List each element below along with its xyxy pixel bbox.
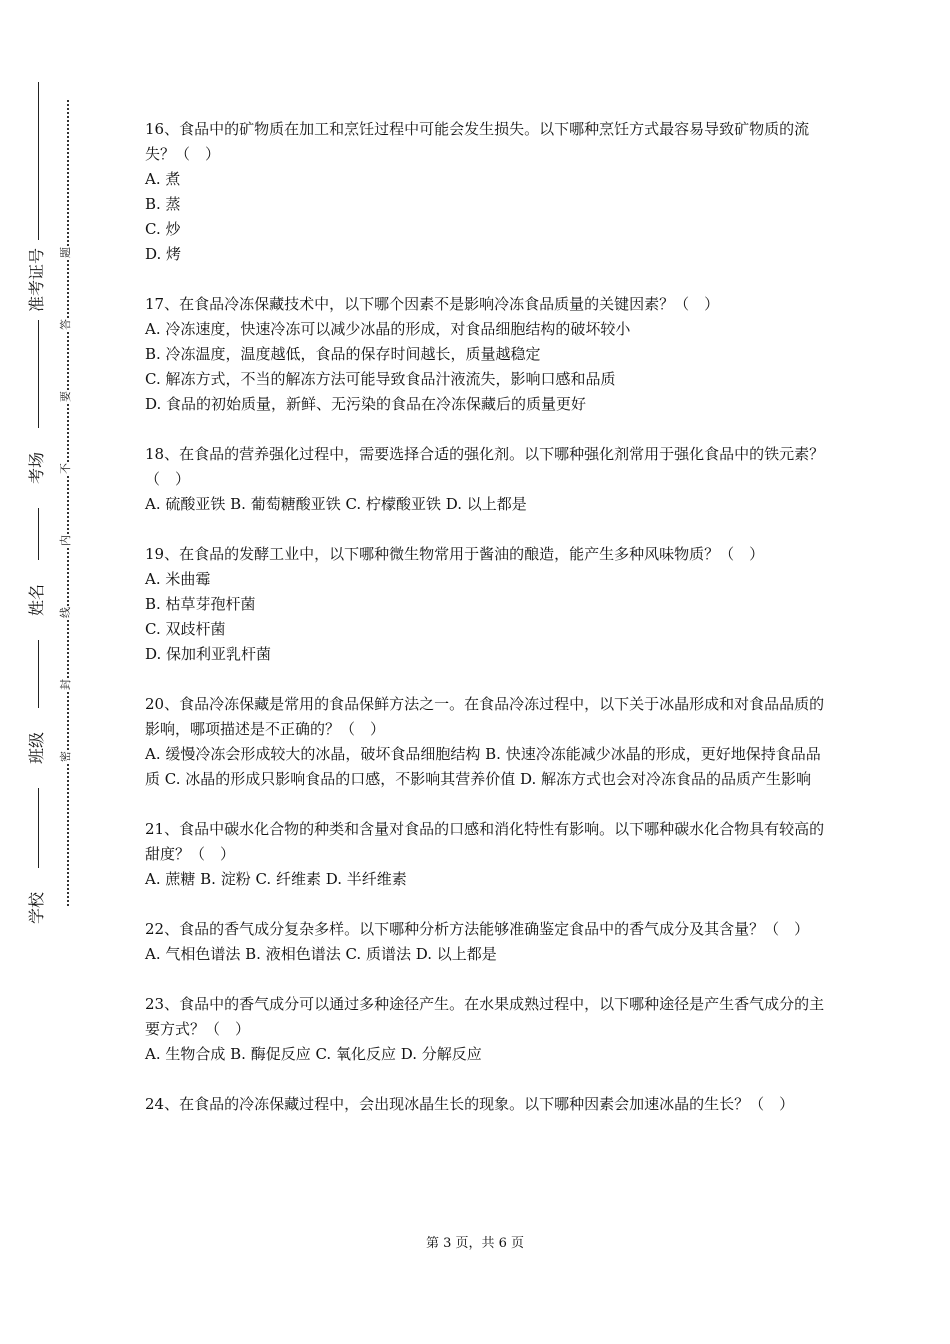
question-stem: 22、食品的香气成分复杂多样。以下哪种分析方法能够准确鉴定食品中的香气成分及其含量？（ ） bbox=[145, 920, 810, 938]
seal-char: 不 bbox=[59, 463, 72, 474]
question-list bbox=[145, 117, 825, 1142]
question-17 bbox=[145, 292, 825, 417]
option: A. 气相色谱法 B. 液相色谱法 C. 质谱法 D. 以上都是 bbox=[145, 945, 497, 963]
seal-char: 内 bbox=[59, 535, 72, 546]
question-stem: 16、食品中的矿物质在加工和烹饪过程中可能会发生损失。以下哪种烹饪方式最容易导致矿物质的流失？（ ） bbox=[145, 120, 810, 163]
option: C. 解冻方式，不当的解冻方法可能导致食品汁液流失，影响口感和品质 bbox=[145, 370, 616, 388]
option: B. 蒸 bbox=[145, 195, 181, 213]
question-22 bbox=[145, 917, 825, 967]
question-16 bbox=[145, 117, 825, 267]
option: A. 冷冻速度，快速冷冻可以减少冰晶的形成，对食品细胞结构的破坏较小 bbox=[145, 320, 631, 338]
seal-char: 封 bbox=[59, 679, 72, 690]
question-18 bbox=[145, 442, 825, 517]
seal-char: 线 bbox=[59, 607, 72, 618]
question-21 bbox=[145, 817, 825, 892]
seal-dotted-line bbox=[67, 100, 69, 906]
option: A. 硫酸亚铁 B. 葡萄糖酸亚铁 C. 柠檬酸亚铁 D. 以上都是 bbox=[145, 495, 527, 513]
question-24 bbox=[145, 1092, 825, 1117]
seal-char: 题 bbox=[59, 247, 72, 258]
question-stem: 17、在食品冷冻保藏技术中，以下哪个因素不是影响冷冻食品质量的关键因素？（ ） bbox=[145, 295, 720, 313]
option: A. 煮 bbox=[145, 170, 181, 188]
question-stem: 19、在食品的发酵工业中，以下哪种微生物常用于酱油的酿造，能产生多种风味物质？（ ） bbox=[145, 545, 765, 563]
option: D. 烤 bbox=[145, 245, 182, 263]
option: D. 食品的初始质量，新鲜、无污染的食品在冷冻保藏后的质量更好 bbox=[145, 395, 587, 413]
option: D. 保加利亚乳杆菌 bbox=[145, 645, 272, 663]
question-stem: 23、食品中的香气成分可以通过多种途径产生。在水果成熟过程中，以下哪种途径是产生香气成分的主要方式？（ ） bbox=[145, 995, 825, 1038]
side-label-name: 姓名 bbox=[27, 560, 47, 640]
side-label-exam-room: 考场 bbox=[27, 428, 47, 508]
option: C. 双歧杆菌 bbox=[145, 620, 226, 638]
option: A. 蔗糖 B. 淀粉 C. 纤维素 D. 半纤维素 bbox=[145, 870, 407, 888]
seal-char: 答 bbox=[59, 319, 72, 330]
option: A. 米曲霉 bbox=[145, 570, 211, 588]
option: A. 生物合成 B. 酶促反应 C. 氧化反应 D. 分解反应 bbox=[145, 1045, 482, 1063]
side-label-exam-id: 准考证号 bbox=[27, 240, 47, 320]
question-23 bbox=[145, 992, 825, 1067]
seal-char: 密 bbox=[59, 751, 72, 762]
option: C. 炒 bbox=[145, 220, 181, 238]
seal-char: 要 bbox=[59, 391, 72, 402]
question-stem: 21、食品中碳水化合物的种类和含量对食品的口感和消化特性有影响。以下哪种碳水化合物具有较高的甜度？（ ） bbox=[145, 820, 825, 863]
question-stem: 18、在食品的营养强化过程中，需要选择合适的强化剂。以下哪种强化剂常用于强化食品中的铁元素？（ ） bbox=[145, 445, 825, 488]
option: A. 缓慢冷冻会形成较大的冰晶，破坏食品细胞结构 B. 快速冷冻能减少冰晶的形成，更好地保持食品品质 C. 冰晶的形成只影响食品的口感，不影响其营养价值 D. 解冻方式也会对冷冻食品的品质产生影响 bbox=[145, 745, 821, 788]
option: B. 冷冻温度，温度越低，食品的保存时间越长，质量越稳定 bbox=[145, 345, 541, 363]
question-stem: 24、在食品的冷冻保藏过程中，会出现冰晶生长的现象。以下哪种因素会加速冰晶的生长？（ ） bbox=[145, 1095, 795, 1113]
question-19 bbox=[145, 542, 825, 667]
page-footer: 第 3 页，共 6 页 bbox=[425, 1236, 525, 1251]
side-label-class: 班级 bbox=[27, 708, 47, 788]
option: B. 枯草芽孢杆菌 bbox=[145, 595, 256, 613]
question-stem: 20、食品冷冻保藏是常用的食品保鲜方法之一。在食品冷冻过程中，以下关于冰晶形成和对食品品质的影响，哪项描述是不正确的？（ ） bbox=[145, 695, 825, 738]
side-label-school: 学校 bbox=[27, 868, 47, 948]
question-20 bbox=[145, 692, 825, 792]
